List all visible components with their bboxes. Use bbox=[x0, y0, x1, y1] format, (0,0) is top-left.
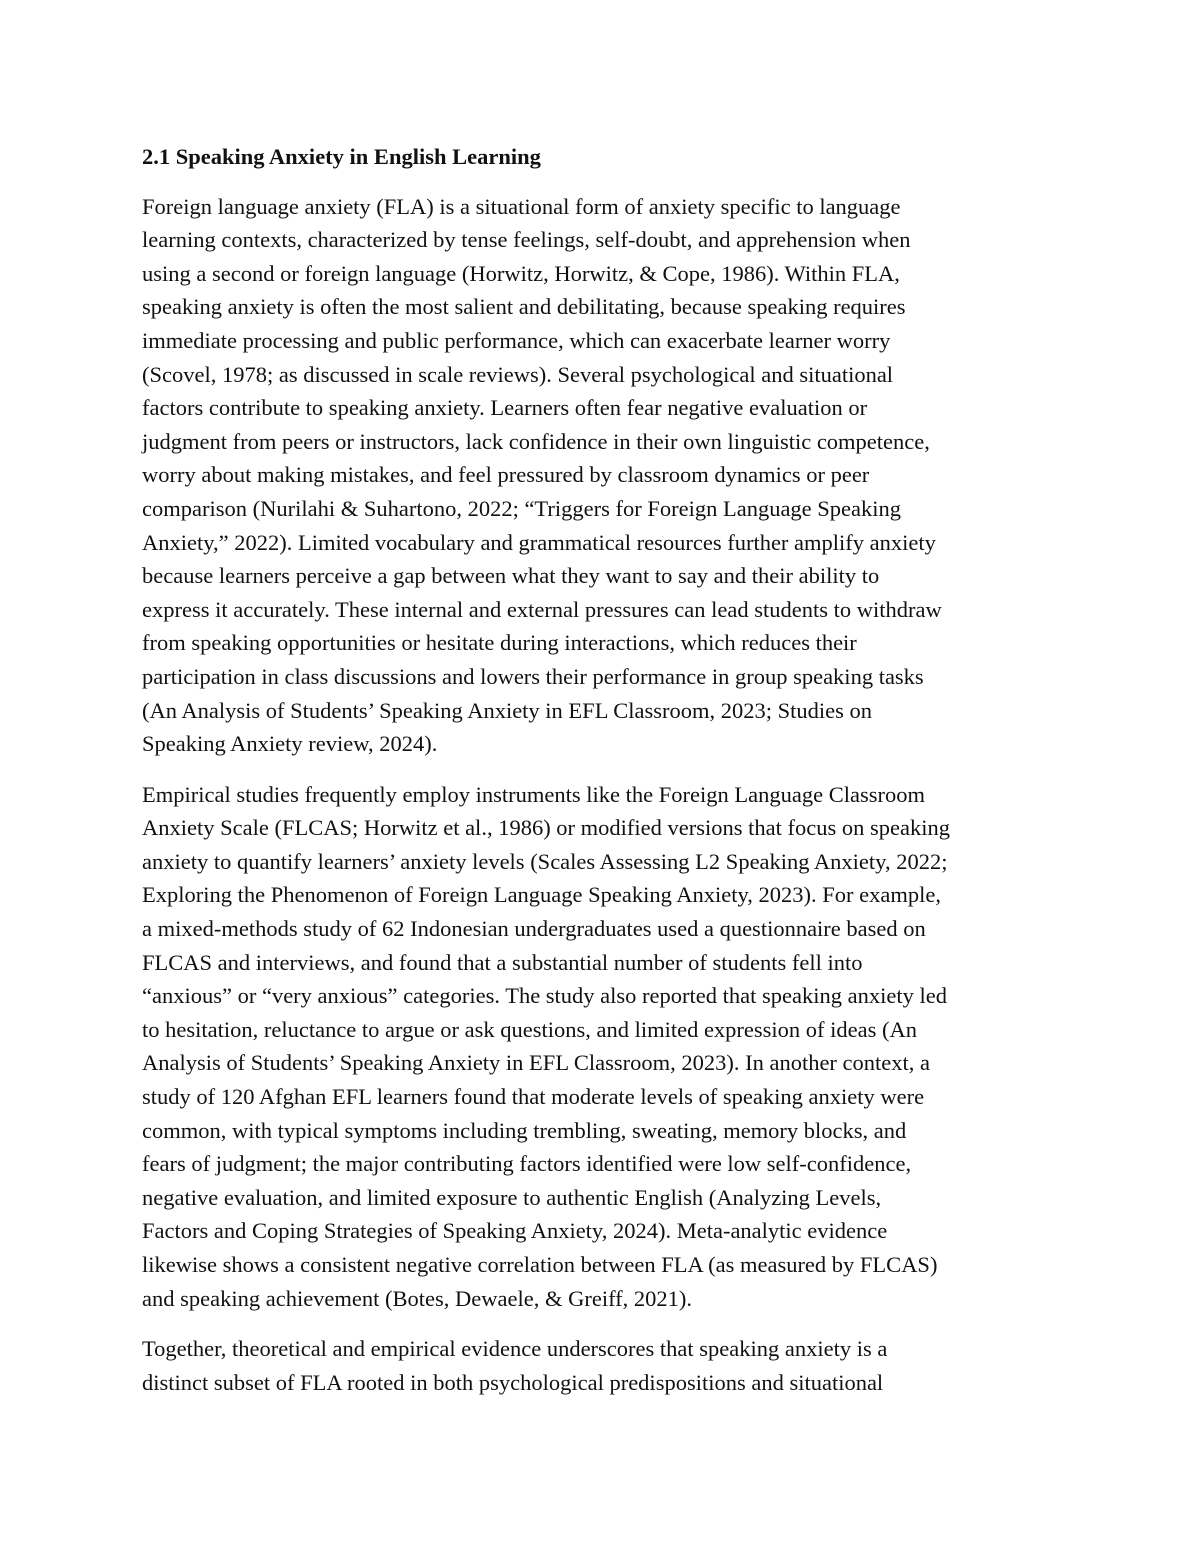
paragraph-line: express it accurately. These internal and external pressures can lead students to withdraw bbox=[142, 596, 942, 622]
paragraph-line: negative evaluation, and limited exposure to authentic English (Analyzing Levels, bbox=[142, 1184, 882, 1210]
paragraph-line: Anxiety,” 2022). Limited vocabulary and grammatical resources further amplify anxiety bbox=[142, 529, 936, 555]
paragraph-line: Exploring the Phenomenon of Foreign Language Speaking Anxiety, 2023). For example, bbox=[142, 882, 942, 908]
paragraph-line: Empirical studies frequently employ instruments like the Foreign Language Classroom bbox=[142, 781, 925, 807]
paragraph-line: immediate processing and public performance, which can exacerbate learner worry bbox=[142, 327, 891, 353]
paragraph-1 bbox=[142, 190, 1062, 761]
paragraph-line: comparison (Nurilahi & Suhartono, 2022; “Triggers for Foreign Language Speaking bbox=[142, 495, 902, 521]
paragraph-line: study of 120 Afghan EFL learners found that moderate levels of speaking anxiety were bbox=[142, 1084, 925, 1110]
paragraph-line: Factors and Coping Strategies of Speaking Anxiety, 2024). Meta-analytic evidence bbox=[142, 1218, 888, 1244]
paragraph-line: judgment from peers or instructors, lack confidence in their own linguistic competence, bbox=[142, 428, 930, 454]
paragraph-line: Analysis of Students’ Speaking Anxiety in EFL Classroom, 2023). In another context, a bbox=[142, 1050, 931, 1076]
paragraph-line: to hesitation, reluctance to argue or ask questions, and limited expression of ideas (An bbox=[142, 1016, 918, 1042]
paragraph-2 bbox=[142, 778, 1062, 1316]
paragraph-line: fears of judgment; the major contributing factors identified were low self-confidence, bbox=[142, 1151, 912, 1177]
paragraph-line: (An Analysis of Students’ Speaking Anxiety in EFL Classroom, 2023; Studies on bbox=[142, 697, 872, 723]
paragraph-line: FLCAS and interviews, and found that a substantial number of students fell into bbox=[142, 949, 863, 975]
paragraph-line: speaking anxiety is often the most salient and debilitating, because speaking requires bbox=[142, 294, 906, 320]
paragraph-line: Speaking Anxiety review, 2024). bbox=[142, 731, 438, 757]
paragraph-3 bbox=[142, 1332, 1062, 1399]
paragraph-line: likewise shows a consistent negative correlation between FLA (as measured by FLCAS) bbox=[142, 1252, 938, 1277]
paragraph-line: Foreign language anxiety (FLA) is a situational form of anxiety specific to language bbox=[142, 193, 901, 219]
paragraph-line: Anxiety Scale (FLCAS; Horwitz et al., 1986) or modified versions that focus on speaking bbox=[142, 815, 950, 841]
paragraph-line: common, with typical symptoms including trembling, sweating, memory blocks, and bbox=[142, 1117, 907, 1143]
paragraph-line: a mixed-methods study of 62 Indonesian undergraduates used a questionnaire based on bbox=[142, 916, 926, 942]
paragraph-line: “anxious” or “very anxious” categories. The study also reported that speaking anxiety led bbox=[142, 983, 947, 1009]
paragraph-line: anxiety to quantify learners’ anxiety levels (Scales Assessing L2 Speaking Anxiety, 2022; bbox=[142, 848, 948, 874]
paragraph-line: factors contribute to speaking anxiety. Learners often fear negative evaluation or bbox=[142, 395, 868, 421]
paragraph-line: from speaking opportunities or hesitate during interactions, which reduces their bbox=[142, 630, 857, 656]
paragraph-line: participation in class discussions and lowers their performance in group speaking tasks bbox=[142, 663, 924, 689]
paragraph-line: and speaking achievement (Botes, Dewaele, & Greiff, 2021). bbox=[142, 1285, 693, 1311]
paragraph-line: using a second or foreign language (Horwitz, Horwitz, & Cope, 1986). Within FLA, bbox=[142, 260, 900, 286]
document-body bbox=[142, 140, 1062, 1416]
paragraph-line: distinct subset of FLA rooted in both psychological predispositions and situational bbox=[142, 1369, 884, 1395]
paragraph-line: (Scovel, 1978; as discussed in scale reviews). Several psychological and situational bbox=[142, 361, 894, 387]
paragraph-line: worry about making mistakes, and feel pressured by classroom dynamics or peer bbox=[142, 462, 870, 488]
paragraph-line: because learners perceive a gap between what they want to say and their ability to bbox=[142, 563, 880, 589]
paragraph-line: learning contexts, characterized by tense feelings, self-doubt, and apprehension when bbox=[142, 227, 911, 253]
section-heading: 2.1 Speaking Anxiety in English Learning bbox=[142, 144, 541, 169]
paragraph-line: Together, theoretical and empirical evidence underscores that speaking anxiety is a bbox=[142, 1336, 888, 1362]
